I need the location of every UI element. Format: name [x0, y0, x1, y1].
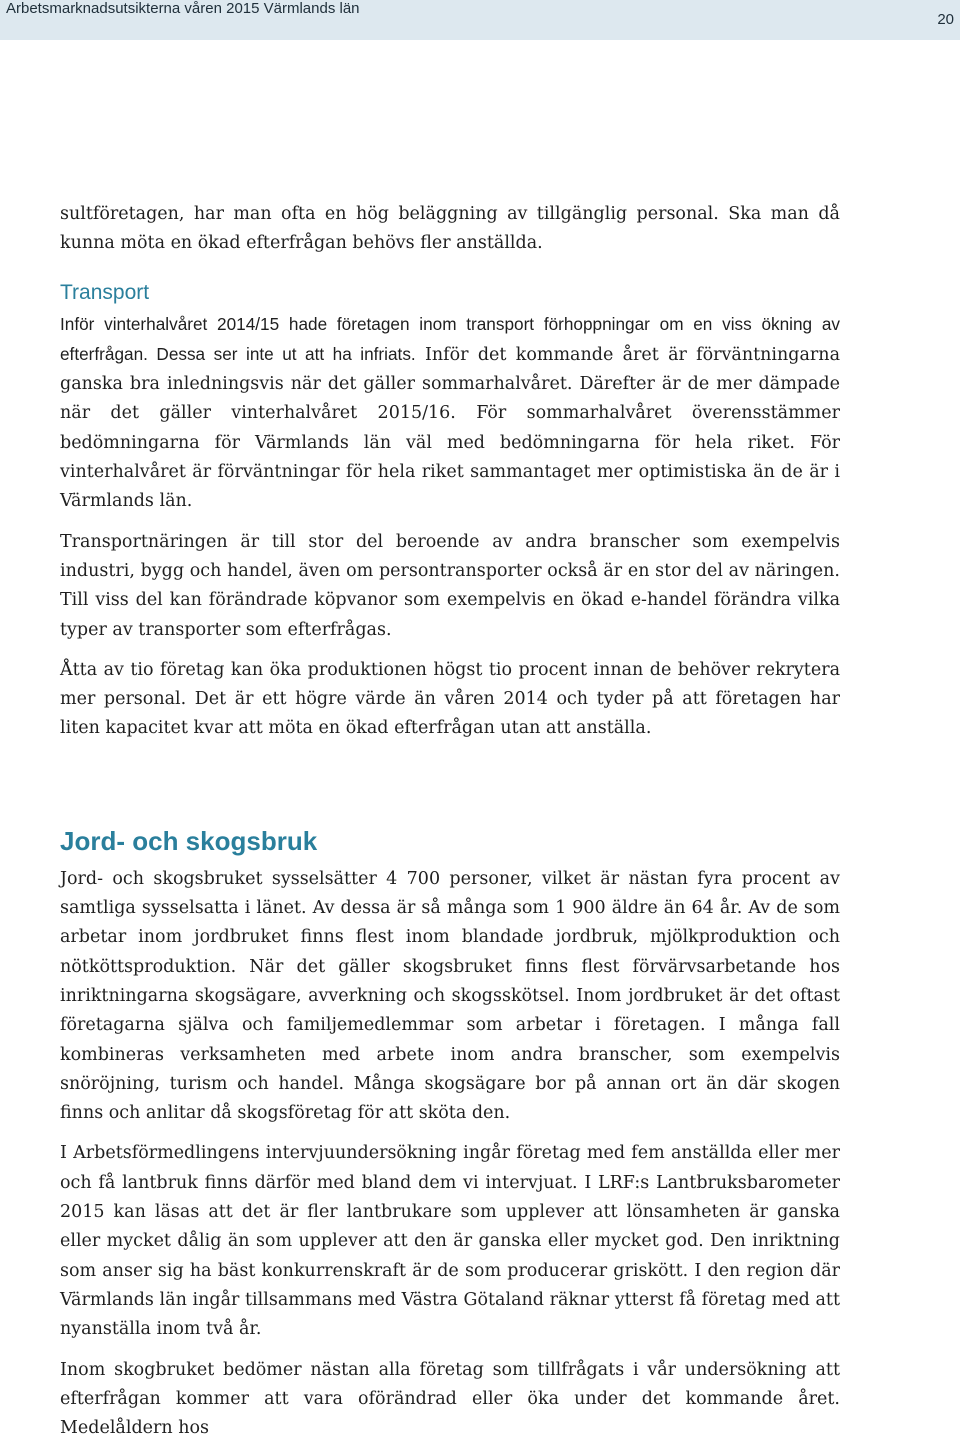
page-body: [60, 200, 840, 1443]
jord-paragraph-3: Inom skogbruket bedömer nästan alla företag som tillfrågats i vår undersökning att efterfrågan kommer att vara oförändrad eller öka under det kommande året. Medelåldern hos: [60, 1356, 840, 1443]
transport-paragraph-1: [60, 310, 840, 517]
transport-paragraph-1-rest: Inför det kommande året är förväntningarna ganska bra inledningsvis när det gäller sommarhalvåret. Därefter är de mer dämpade när det gäller vinterhalvåret 2015/16. För sommarhalvåret överensstämmer bedömningarna för Värmlands län väl med bedömningarna för hela riket. För vinterhalvåret är förväntningar för hela riket sammantaget mer optimistiska än de är i Värmlands län.: [60, 345, 840, 511]
transport-heading: Transport: [60, 276, 840, 310]
jord-paragraph-1: Jord- och skogsbruket sysselsätter 4 700 personer, vilket är nästan fyra procent av samtliga sysselsatta i länet. Av dessa är så många som 1 900 äldre än 64 år. Av de som arbetar inom jordbruket finns flest inom blandade jordbruk, mjölkproduktion och nötköttsproduktion. När det gäller skogsbruket finns flest förvärvsarbetande hos inriktningarna skogsägare, avverkning och skogsskötsel. Inom jordbruket är det oftast företagarna själva och familjemedlemmar som arbetar i företagen. I många fall kombineras verksamheten med arbete inom andra branscher, som exempelvis snöröjning, turism och handel. Många skogsägare bor på annan ort än där skogen finns och anlitar då skogsföretag för att sköta den.: [60, 865, 840, 1129]
transport-paragraph-1-lead: Inför vinterhalvåret 2014/15 hade företagen inom transport förhoppningar om en viss ökning av efterfrågan. Dessa ser inte ut att ha infriats.: [60, 314, 840, 364]
running-header: [0, 0, 960, 40]
page-number: 20: [937, 11, 954, 28]
intro-paragraph: sultföretagen, har man ofta en hög beläggning av tillgänglig personal. Ska man då kunna möta en ökad efterfrågan behövs fler anställda.: [60, 200, 840, 259]
document-title: Arbetsmarknadsutsikterna våren 2015 Värmlands län: [6, 0, 360, 17]
jord-paragraph-2: I Arbetsförmedlingens intervjuundersökning ingår företag med fem anställda eller mer och få lantbruk finns därför med bland dem vi intervjuat. I LRF:s Lantbruksbarometer 2015 kan läsas att det är fler lantbrukare som upplever att lönsamheten är ganska eller mycket dålig än som upplever att den är ganska eller mycket god. Den inriktning som anser sig ha bäst konkurrenskraft är de som producerar griskött. I den region där Värmlands län ingår tillsammans med Västra Götaland räknar ytterst få företag med att nyanställa inom två år.: [60, 1139, 840, 1344]
transport-paragraph-2: Transportnäringen är till stor del beroende av andra branscher som exempelvis industri, bygg och handel, även om persontransporter också är en stor del av näringen. Till viss del kan förändrade köpvanor som exempelvis en ökad e-handel förändra vilka typer av transporter som efterfrågas.: [60, 528, 840, 645]
transport-paragraph-3: Åtta av tio företag kan öka produktionen högst tio procent innan de behöver rekrytera mer personal. Det är ett högre värde än våren 2014 och tyder på att företagen har liten kapacitet kvar att möta en ökad efterfrågan utan att anställa.: [60, 656, 840, 744]
jord-skogsbruk-heading: Jord- och skogsbruk: [60, 823, 840, 859]
